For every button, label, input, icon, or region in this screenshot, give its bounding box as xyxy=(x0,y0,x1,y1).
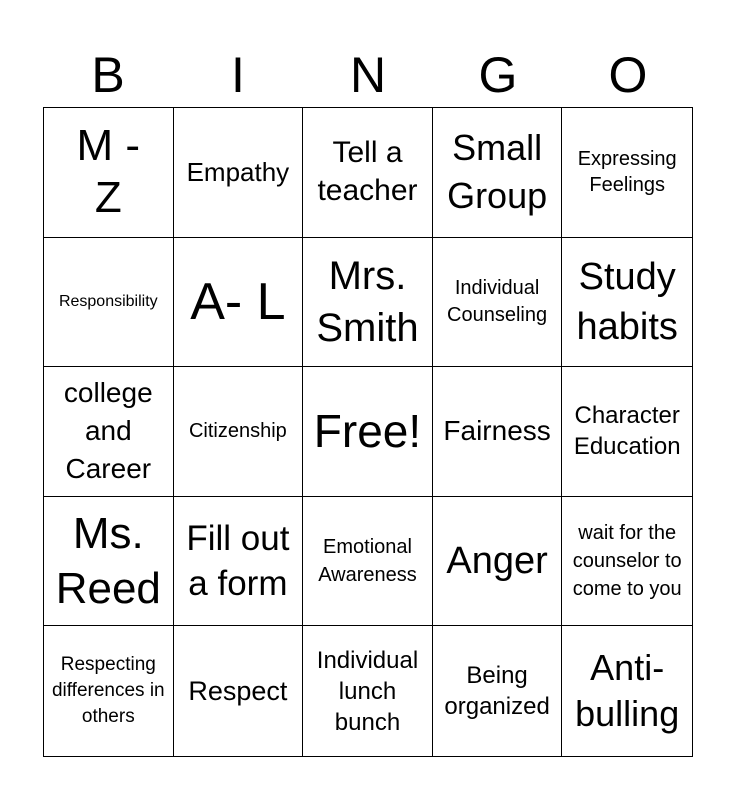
cell-label: wait for the counselor to come to you xyxy=(572,522,682,601)
cell-label: Respecting differences in others xyxy=(51,654,165,728)
bingo-cell[interactable] xyxy=(562,108,692,238)
bingo-cell[interactable] xyxy=(562,238,692,368)
cell-label: Empathy xyxy=(186,157,290,188)
bingo-cell[interactable] xyxy=(174,238,304,368)
bingo-cell[interactable] xyxy=(174,497,304,627)
cell-label: college and Career xyxy=(63,377,153,485)
header-letter-b: B xyxy=(91,47,125,103)
cell-label: Free! xyxy=(313,405,422,458)
cell-label: Expressing Feelings xyxy=(577,148,677,197)
bingo-cell[interactable] xyxy=(44,108,174,238)
bingo-cell[interactable] xyxy=(303,108,433,238)
bingo-cell[interactable] xyxy=(562,497,692,627)
bingo-cell[interactable] xyxy=(303,238,433,368)
bingo-cell[interactable] xyxy=(303,497,433,627)
cell-label: Responsibility xyxy=(58,292,158,310)
bingo-cell[interactable] xyxy=(44,367,174,497)
bingo-cell[interactable] xyxy=(433,626,563,756)
bingo-cell[interactable] xyxy=(562,367,692,497)
cell-label: Fill out a form xyxy=(186,519,290,604)
cell-label: Individual Counseling xyxy=(447,276,548,326)
cell-label: Ms. Reed xyxy=(55,509,161,614)
bingo-cell[interactable] xyxy=(433,238,563,368)
bingo-cell[interactable] xyxy=(433,367,563,497)
bingo-cell[interactable] xyxy=(303,367,433,497)
bingo-cell[interactable] xyxy=(174,108,304,238)
cell-label: Individual lunch bunch xyxy=(316,646,419,736)
bingo-board xyxy=(43,107,693,757)
cell-label: Study habits xyxy=(576,255,678,348)
cell-label: Anti-bulling xyxy=(575,647,680,735)
header-letter-n: N xyxy=(349,47,387,103)
bingo-header xyxy=(43,42,693,108)
bingo-cell[interactable] xyxy=(433,108,563,238)
cell-label: Tell a teacher xyxy=(317,136,418,208)
cell-label: Anger xyxy=(446,540,548,583)
bingo-cell[interactable] xyxy=(44,238,174,368)
bingo-cell[interactable] xyxy=(562,626,692,756)
cell-label: Being organized xyxy=(444,662,550,721)
cell-label: Fairness xyxy=(443,415,551,447)
cell-label: Small Group xyxy=(447,127,548,217)
header-letter-o: O xyxy=(608,47,648,103)
header-letter-i: I xyxy=(231,47,245,103)
cell-label: Character Education xyxy=(573,402,681,461)
cell-label: Mrs. Smith xyxy=(316,253,419,350)
cell-label: M - Z xyxy=(76,121,141,223)
cell-label: A- L xyxy=(190,272,286,331)
cell-label: Citizenship xyxy=(188,420,287,443)
header-letter-g: G xyxy=(478,47,518,103)
bingo-cell[interactable] xyxy=(174,367,304,497)
bingo-cell[interactable] xyxy=(44,626,174,756)
bingo-cell[interactable] xyxy=(303,626,433,756)
bingo-cell[interactable] xyxy=(174,626,304,756)
bingo-cell[interactable] xyxy=(433,497,563,627)
cell-label: Respect xyxy=(188,675,288,706)
bingo-cell[interactable] xyxy=(44,497,174,627)
cell-label: Emotional Awareness xyxy=(318,536,417,587)
